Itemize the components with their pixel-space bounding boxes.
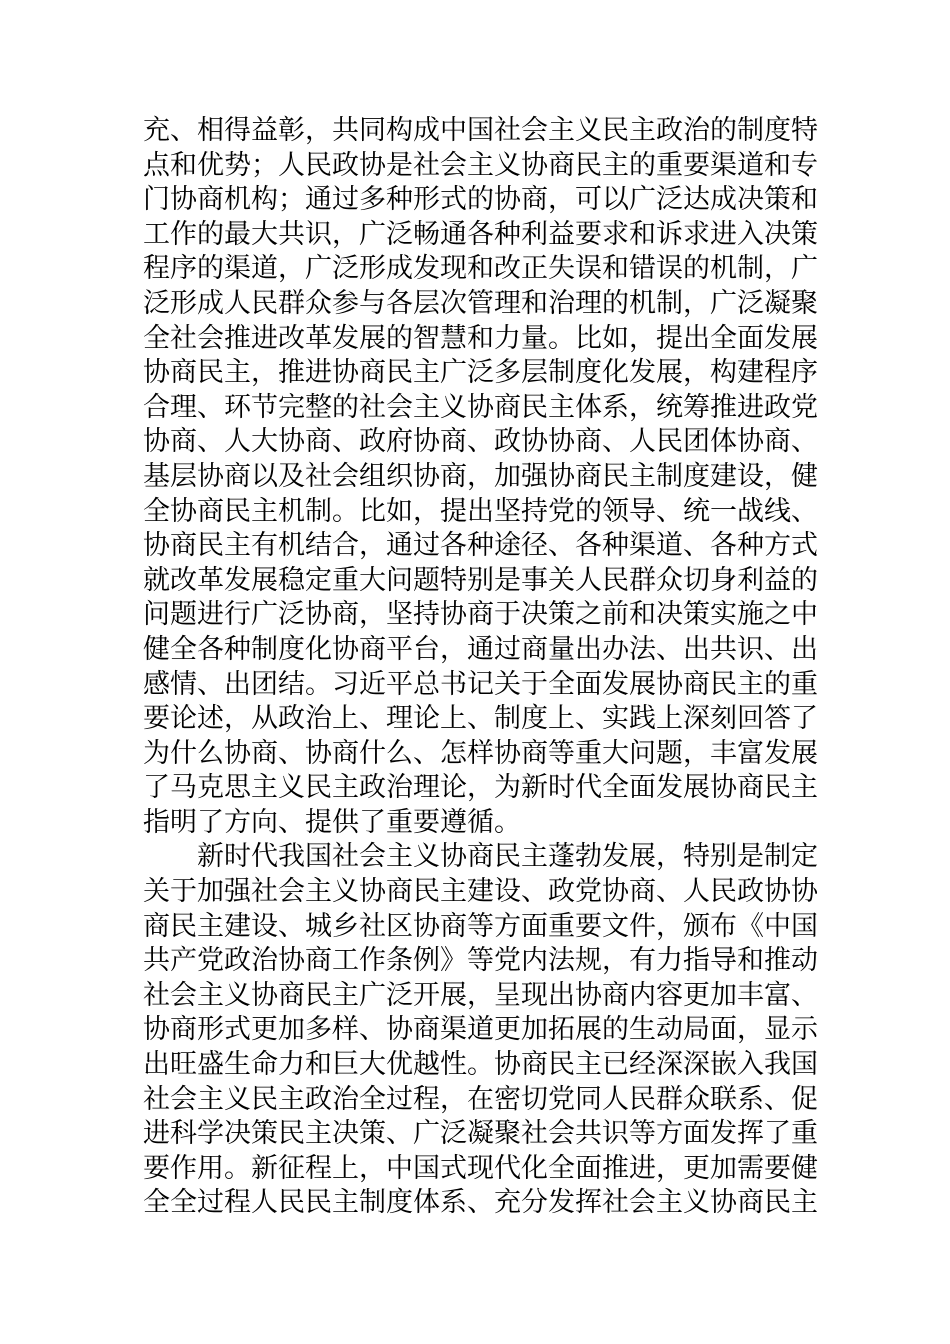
paragraph xyxy=(143,840,818,1221)
text-line: 了马克思主义民主政治理论，为新时代全面发展协商民主 xyxy=(143,772,818,804)
text-line: 社会主义协商民主广泛开展，呈现出协商内容更加丰富、 xyxy=(143,979,818,1011)
text-line: 商民主建设、城乡社区协商等方面重要文件，颁布《中国 xyxy=(143,910,818,942)
text-line: 共产党政治协商工作条例》等党内法规，有力指导和推动 xyxy=(143,945,818,977)
text-line: 协商形式更加多样、协商渠道更加拓展的生动局面，显示 xyxy=(143,1014,818,1046)
text-line: 就改革发展稳定重大问题特别是事关人民群众切身利益的 xyxy=(143,564,818,596)
text-line: 协商民主有机结合，通过各种途径、各种渠道、各种方式 xyxy=(143,530,818,562)
text-line: 关于加强社会主义协商民主建设、政党协商、人民政协协 xyxy=(143,876,818,908)
text-line: 合理、环节完整的社会主义协商民主体系，统筹推进政党 xyxy=(143,391,818,423)
text-line: 问题进行广泛协商，坚持协商于决策之前和决策实施之中 xyxy=(143,599,818,631)
text-line: 进科学决策民主决策、广泛凝聚社会共识等方面发挥了重 xyxy=(143,1118,818,1150)
text-line: 门协商机构；通过多种形式的协商，可以广泛达成决策和 xyxy=(143,184,818,216)
text-line: 为什么协商、协商什么、怎样协商等重大问题，丰富发展 xyxy=(143,737,818,769)
text-line: 新时代我国社会主义协商民主蓬勃发展，特别是制定 xyxy=(197,841,818,873)
text-line: 泛形成人民群众参与各层次管理和治理的机制，广泛凝聚 xyxy=(143,287,818,319)
text-line: 协商、人大协商、政府协商、政协协商、人民团体协商、 xyxy=(143,426,818,458)
text-line: 协商民主，推进协商民主广泛多层制度化发展，构建程序 xyxy=(143,357,818,389)
text-line: 基层协商以及社会组织协商，加强协商民主制度建设，健 xyxy=(143,460,818,492)
text-line: 要论述，从政治上、理论上、制度上、实践上深刻回答了 xyxy=(143,703,818,735)
text-line: 全全过程人民民主制度体系、充分发挥社会主义协商民主 xyxy=(143,1187,818,1219)
text-line: 点和优势；人民政协是社会主义协商民主的重要渠道和专 xyxy=(143,149,818,181)
text-line: 感情、出团结。习近平总书记关于全面发展协商民主的重 xyxy=(143,668,818,700)
text-line: 出旺盛生命力和巨大优越性。协商民主已经深深嵌入我国 xyxy=(143,1049,818,1081)
body-text xyxy=(143,114,818,1221)
paragraph xyxy=(143,114,818,840)
text-line: 工作的最大共识，广泛畅通各种利益要求和诉求进入决策 xyxy=(143,218,818,250)
text-line: 充、相得益彰，共同构成中国社会主义民主政治的制度特 xyxy=(143,115,818,146)
text-line: 社会主义民主政治全过程，在密切党同人民群众联系、促 xyxy=(143,1083,818,1115)
text-line: 全协商民主机制。比如，提出坚持党的领导、统一战线、 xyxy=(143,495,818,527)
text-line: 要作用。新征程上，中国式现代化全面推进，更加需要健 xyxy=(143,1152,818,1184)
text-line: 指明了方向、提供了重要遵循。 xyxy=(143,806,521,838)
text-line: 全社会推进改革发展的智慧和力量。比如，提出全面发展 xyxy=(143,322,818,354)
text-line: 健全各种制度化协商平台，通过商量出办法、出共识、出 xyxy=(143,633,818,665)
text-line: 程序的渠道，广泛形成发现和改正失误和错误的机制，广 xyxy=(143,253,818,285)
